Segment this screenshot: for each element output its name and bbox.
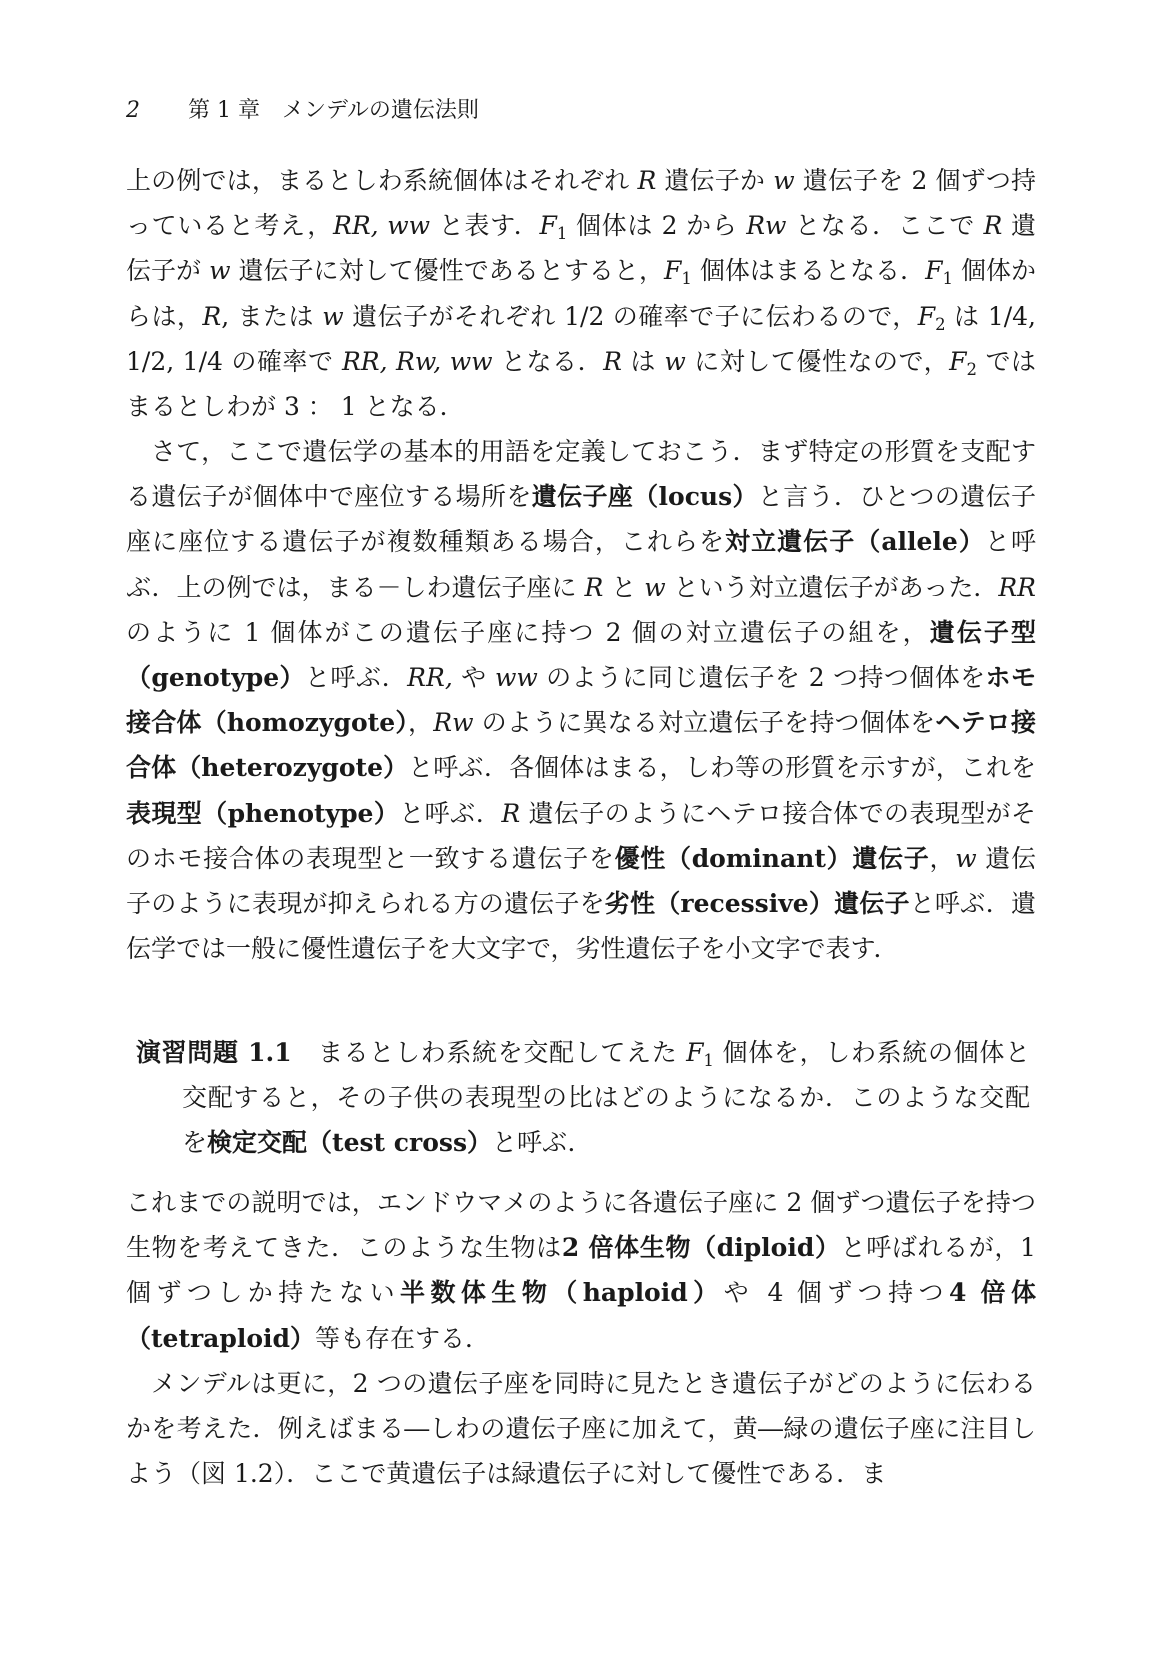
term-allele: 対立遺伝子（allele） — [725, 527, 985, 557]
term-haploid: 半数体生物（haploid） — [400, 1278, 724, 1308]
chapter-title: 第 1 章 メンデルの遺伝法則 — [188, 98, 479, 123]
paragraph-1-text: 上の例では，まるとしわ系統個体はそれぞれ R 遺伝子か w 遺伝子を 2 個ずつ持っていると考え，RR, ww と表す．$F_1$ 個体は 2 から Rw となる．ここで R 遺伝子が w 遺伝子に対して優性であるとすると，$F_1$ 個体はまるとなる．$F_1$ 個体からは，R, または w 遺伝子がそれぞれ 1/2 の確率で子に伝わるので，$F_2$ は 1/4, 1/2, 1/4 の確率で RR, Rw, ww となる．R は w に対して優性なので，$F_2$ ではまるとしわが 3 ： 1 となる． — [126, 166, 1037, 422]
term-locus: 遺伝子座（locus） — [531, 482, 758, 512]
term-heterozygote: ヘテロ接合体（heterozygote） — [126, 708, 1036, 783]
paragraph-2 — [126, 429, 1036, 971]
term-test-cross: 検定交配（test cross） — [207, 1128, 493, 1158]
term-dominant: 優性（dominant）遺伝子 — [614, 843, 930, 873]
term-diploid: 2 倍体生物（diploid） — [561, 1233, 841, 1263]
exercise-text: 演習問題 1.1 まるとしわ系統を交配してえた $F_1$ 個体を，しわ系統の個体と交配すると，その子供の表現型の比はどのようになるか．このような交配を検定交配（test cross）と呼ぶ． — [136, 1038, 1030, 1158]
page-number: 2 — [126, 98, 140, 123]
paragraph-4 — [126, 1361, 1036, 1497]
paragraph-3-text: これまでの説明では，エンドウマメのように各遺伝子座に 2 個ずつ遺伝子を持つ生物を考えてきた．このような生物は2 倍体生物（diploid）と呼ばれるが，1 個ずつしか持たない半数体生物（haploid）や 4 個ずつ持つ4 倍体（tetraploid）等も存在する． — [126, 1188, 1036, 1353]
term-genotype: 遺伝子型（genotype） — [126, 617, 1036, 693]
paragraph-1 — [126, 158, 1036, 429]
running-head — [126, 96, 479, 126]
exercise-label: 演習問題 1.1 — [136, 1038, 292, 1067]
term-phenotype: 表現型（phenotype） — [126, 798, 400, 828]
paragraph-3 — [126, 1180, 1036, 1361]
term-homozygote: ホモ接合体（homozygote） — [126, 663, 1036, 738]
paragraph-2-text: さて，ここで遺伝学の基本的用語を定義しておこう．まず特定の形質を支配する遺伝子が個体中で座位する場所を遺伝子座（locus）と言う．ひとつの遺伝子座に座位する遺伝子が複数種類ある場合，これらを対立遺伝子（allele）と呼ぶ．上の例では，まる－しわ遺伝子座に R と w という対立遺伝子があった．RR のように 1 個体がこの遺伝子座に持つ 2 個の対立遺伝子の組を，遺伝子型（genotype）と呼ぶ．RR, や ww のように同じ遺伝子を 2 つ持つ個体をホモ接合体（homozygote），Rw のように異なる対立遺伝子を持つ個体をヘテロ接合体（heterozygote）と呼ぶ．各個体はまる，しわ等の形質を示すが，これを表現型（phenotype）と呼ぶ．R 遺伝子のようにヘテロ接合体での表現型がそのホモ接合体の表現型と一致する遺伝子を優性（dominant）遺伝子，w 遺伝子のように表現が抑えられる方の遺伝子を劣性（recessive）遺伝子と呼ぶ．遺伝学では一般に優性遺伝子を大文字で，劣性遺伝子を小文字で表す． — [126, 437, 1036, 964]
term-recessive: 劣性（recessive）遺伝子 — [604, 889, 910, 919]
paragraph-4-text: メンデルは更に，2 つの遺伝子座を同時に見たとき遺伝子がどのように伝わるかを考えた．例えばまる―しわの遺伝子座に加えて，黄―緑の遺伝子座に注目しよう（図 1.2）．ここで黄遺伝子は緑遺伝子に対して優性である．ま — [126, 1369, 1036, 1489]
term-tetraploid: 4 倍体（tetraploid） — [126, 1278, 1036, 1353]
exercise-1-1 — [136, 1030, 1030, 1166]
